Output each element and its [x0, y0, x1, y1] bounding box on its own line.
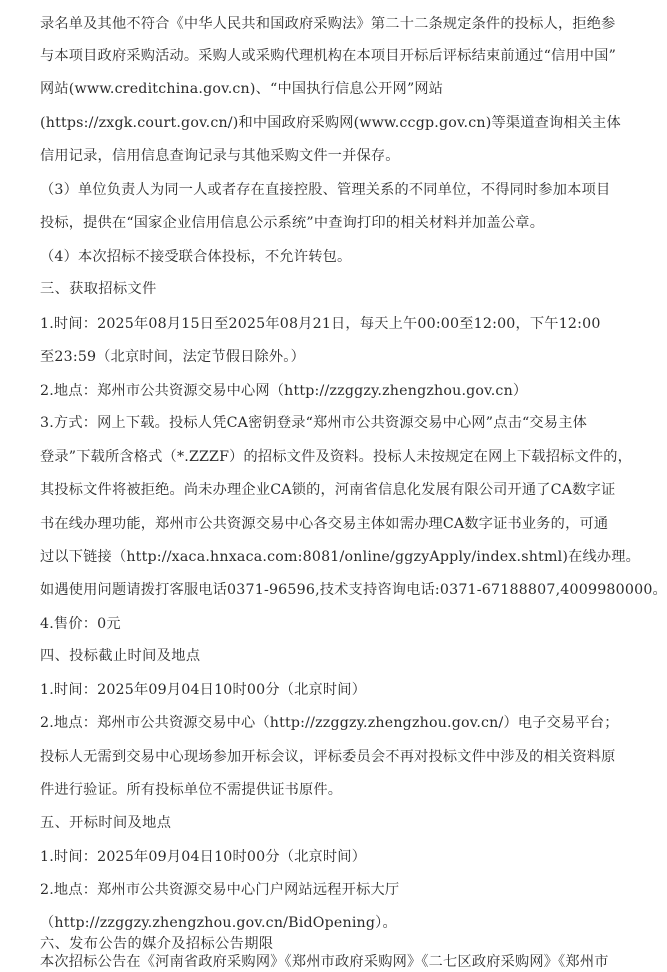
text-line: 如遇使用问题请拨打客服电话0371-96596,技术支持咨询电话:0371-67188807,4009980000。: [40, 582, 667, 598]
text-line: 1.时间：2025年09月04日10时00分（北京时间）: [40, 682, 367, 698]
text-line: （3）单位负责人为同一人或者存在直接控股、管理关系的不同单位，不得同时参加本项目: [40, 182, 611, 198]
text-line: 件进行验证。所有投标单位不需提供证书原件。: [40, 782, 343, 798]
section-heading-6: 六、发布公告的媒介及招标公告期限: [40, 936, 274, 952]
text-line: 其投标文件将被拒绝。尚未办理企业CA锁的，河南省信息化发展有限公司开通了CA数字证: [40, 482, 616, 498]
text-line: 过以下链接（http://xaca.hnxaca.com:8081/online/ggzyApply/index.shtml)在线办理。: [40, 549, 641, 565]
section-heading-3: 三、获取招标文件: [40, 281, 157, 297]
text-line: 与本项目政府采购活动。采购人或采购代理机构在本项目开标后评标结束前通过“信用中国”: [40, 48, 617, 64]
section-heading-4: 四、投标截止时间及地点: [40, 648, 201, 664]
text-line: 本次招标公告在《河南省政府采购网》《郑州市政府采购网》《二七区政府采购网》《郑州市: [40, 954, 609, 970]
text-line: 投标人无需到交易中心现场参加开标会议，评标委员会不再对投标文件中涉及的相关资料原: [40, 749, 616, 765]
text-line: 登录”下载所含格式（*.ZZZF）的招标文件及资料。投标人未按规定在网上下载招标文件的，: [40, 449, 633, 465]
text-line: 2.地点：郑州市公共资源交易中心（http://zzggzy.zhengzhou.gov.cn/）电子交易平台；: [40, 715, 619, 731]
text-line: 1.时间：2025年09月04日10时00分（北京时间）: [40, 849, 367, 865]
text-line: 4.售价：0元: [40, 616, 121, 632]
text-line: 3.方式：网上下载。投标人凭CA密钥登录“郑州市公共资源交易中心网”点击“交易主体: [40, 415, 587, 431]
text-line: 1.时间：2025年08月15日至2025年08月21日，每天上午00:00至12:00，下午12:00: [40, 316, 601, 332]
section-heading-5: 五、开标时间及地点: [40, 815, 172, 831]
text-line: (https://zxgk.court.gov.cn/)和中国政府采购网(www.ccgp.gov.cn)等渠道查询相关主体: [40, 115, 621, 131]
text-line: 至23:59（北京时间，法定节假日除外。）: [40, 349, 305, 365]
text-line: 录名单及其他不符合《中华人民共和国政府采购法》第二十二条规定条件的投标人，拒绝参: [40, 16, 616, 32]
text-line: 信用记录，信用信息查询记录与其他采购文件一并保存。: [40, 148, 400, 164]
text-line: 网站(www.creditchina.gov.cn)、“中国执行信息公开网”网站: [40, 81, 444, 97]
text-line: （4）本次招标不接受联合体投标，不允许转包。: [40, 249, 352, 265]
text-line: 2.地点：郑州市公共资源交易中心网（http://zzggzy.zhengzhou.gov.cn）: [40, 383, 528, 399]
text-line: 书在线办理功能，郑州市公共资源交易中心各交易主体如需办理CA数字证书业务的，可通: [40, 516, 609, 532]
text-line: （http://zzggzy.zhengzhou.gov.cn/BidOpening）。: [40, 915, 397, 931]
text-line: 投标，提供在“国家企业信用信息公示系统”中查询打印的相关材料并加盖公章。: [40, 215, 545, 231]
text-line: 2.地点：郑州市公共资源交易中心门户网站远程开标大厅: [40, 882, 400, 898]
